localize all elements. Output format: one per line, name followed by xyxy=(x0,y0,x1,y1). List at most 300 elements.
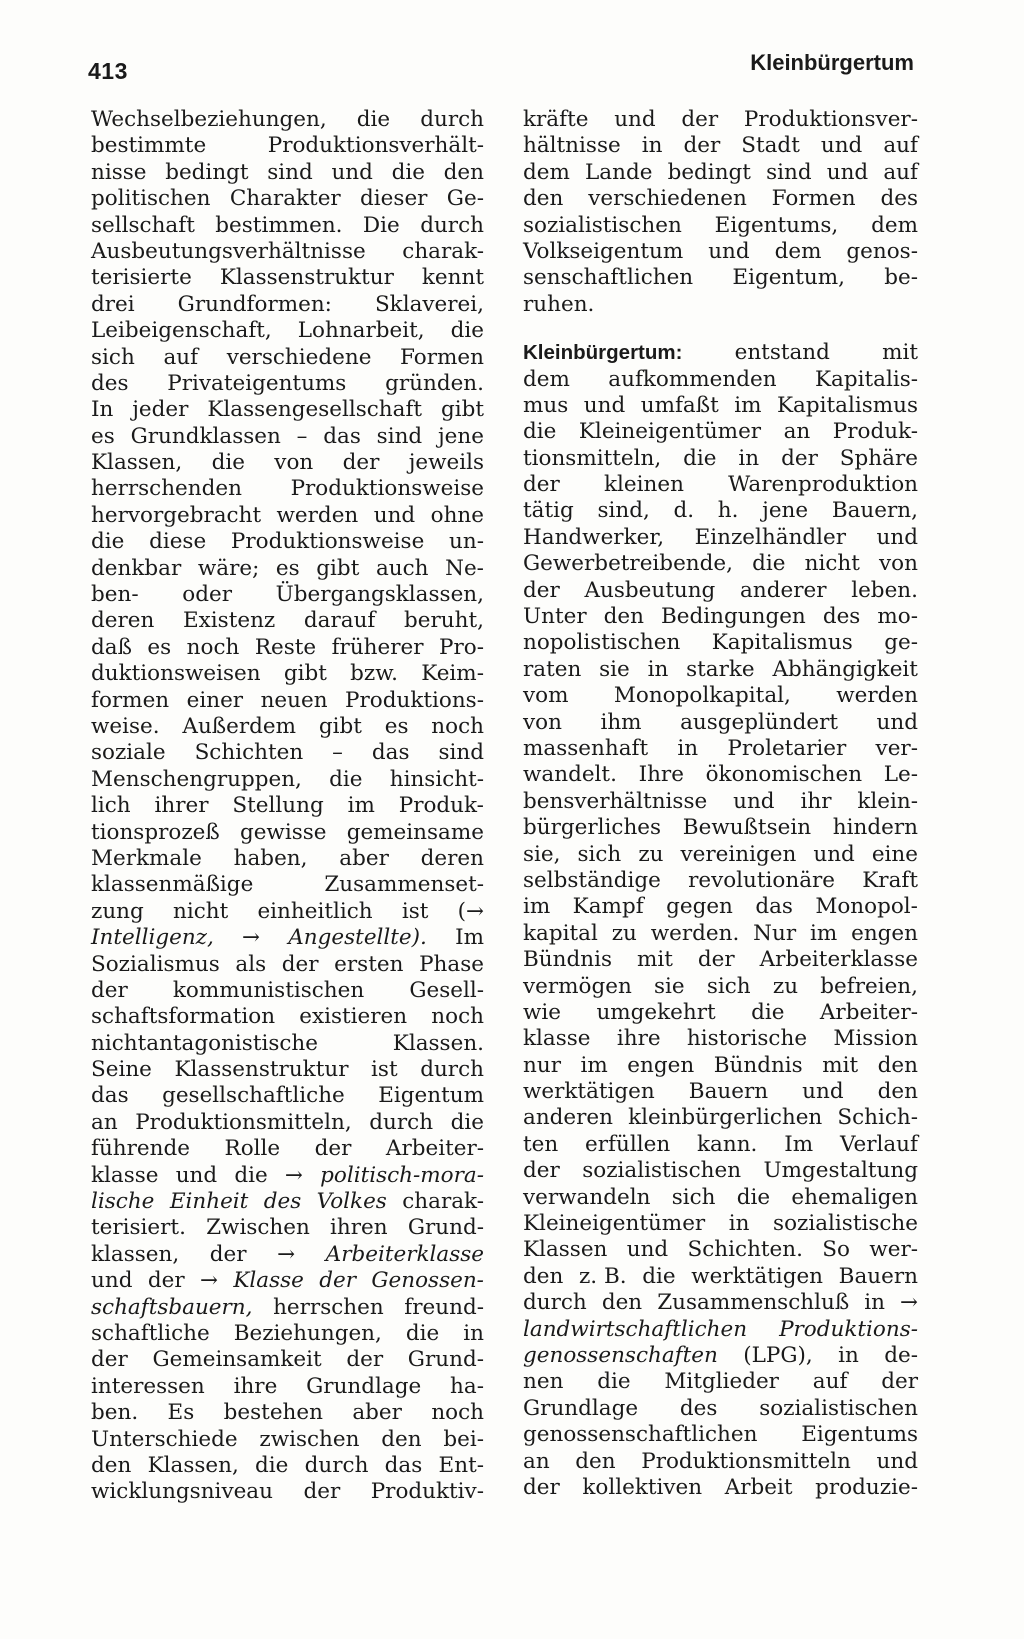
word: Sklaverei, xyxy=(374,291,484,317)
text-line xyxy=(91,186,484,212)
text-line xyxy=(91,133,484,159)
word: auch xyxy=(375,555,429,581)
word: in xyxy=(864,1290,885,1316)
word: revolutionäre xyxy=(688,867,836,893)
text-line xyxy=(523,446,918,472)
word: Ausbeutungsverhältnisse xyxy=(91,238,366,264)
word: anderen xyxy=(523,1105,613,1131)
text-line xyxy=(523,1211,918,1237)
word: mit xyxy=(637,947,673,973)
word: der xyxy=(523,472,560,498)
word: (→ xyxy=(457,898,484,924)
word: Ent- xyxy=(438,1452,484,1478)
word: gesellschaftliche xyxy=(162,1083,345,1109)
word: charak- xyxy=(402,238,484,264)
text-line xyxy=(91,1163,484,1189)
word: bensverhältnisse xyxy=(523,788,708,814)
word: im xyxy=(734,392,762,418)
word: mit xyxy=(882,340,918,366)
word: sind xyxy=(267,159,313,185)
text-line xyxy=(523,1132,918,1158)
word: Übergangsklassen, xyxy=(275,582,484,608)
word: Genossen- xyxy=(371,1268,484,1294)
text-line xyxy=(523,265,918,291)
word: der xyxy=(523,1474,560,1500)
word: klassenmäßige xyxy=(91,872,254,898)
text-line xyxy=(91,846,484,872)
text-line xyxy=(91,872,484,898)
word: Arbeit xyxy=(724,1474,793,1500)
word: werden xyxy=(276,502,359,528)
word: Grundformen: xyxy=(177,291,332,317)
text-line xyxy=(91,820,484,846)
word: gibt xyxy=(318,713,362,739)
word: soziale xyxy=(91,740,166,766)
word: So xyxy=(822,1237,850,1263)
word: nur xyxy=(523,1052,561,1078)
word: in xyxy=(641,133,663,159)
text-line xyxy=(523,868,918,894)
word: durch xyxy=(420,212,484,238)
word: (LPG), xyxy=(743,1342,813,1368)
word: politischen xyxy=(91,186,211,212)
word: ehemaligen xyxy=(791,1184,918,1210)
text-line xyxy=(523,1396,918,1422)
word: Arbeiterklasse xyxy=(759,947,918,973)
text-line xyxy=(91,635,484,661)
word: Zusammenset- xyxy=(324,872,484,898)
word: führende xyxy=(91,1136,190,1162)
word: Es xyxy=(167,1400,195,1426)
word: mit xyxy=(822,1052,859,1078)
word: noch xyxy=(431,713,484,739)
word: Kapitalismus xyxy=(711,630,853,656)
word: noch xyxy=(431,1004,484,1030)
word: im xyxy=(523,894,551,920)
word: formen xyxy=(91,687,170,713)
text-line xyxy=(91,1004,484,1030)
word: das xyxy=(384,1452,423,1478)
text-line xyxy=(523,1185,918,1211)
word: gegen xyxy=(666,894,733,920)
text-line xyxy=(91,1295,484,1321)
word: noch xyxy=(186,634,240,660)
text-line xyxy=(91,793,484,819)
word: durch xyxy=(369,1109,434,1135)
word: Verlauf xyxy=(839,1131,918,1157)
text-line xyxy=(523,1290,918,1316)
word: gibt xyxy=(440,397,484,423)
word: kann. xyxy=(697,1131,758,1157)
word: weise. xyxy=(91,713,160,739)
word: in xyxy=(738,445,760,471)
word: Produktionsmitteln xyxy=(641,1448,851,1474)
word: die xyxy=(91,529,125,555)
word: In xyxy=(91,397,114,423)
word: Produktionsverhält- xyxy=(267,133,484,159)
text-line xyxy=(523,894,918,920)
word: Stadt xyxy=(741,133,800,159)
text-line xyxy=(91,1057,484,1083)
word: lische xyxy=(91,1189,155,1215)
text-line xyxy=(523,683,918,709)
word: und xyxy=(733,788,775,814)
right-text-column xyxy=(523,107,918,1501)
text-line xyxy=(523,367,918,393)
text-line xyxy=(523,1026,918,1052)
word: die xyxy=(450,1109,484,1135)
text-line xyxy=(523,604,918,630)
text-line xyxy=(523,1317,918,1343)
word: den xyxy=(603,604,644,630)
word: Mission xyxy=(833,1026,918,1052)
word: ihren xyxy=(330,1215,388,1241)
word: Klassenstruktur xyxy=(174,1057,349,1083)
word: früherer xyxy=(331,634,424,660)
text-line xyxy=(91,397,484,423)
word: nichtantagonistische xyxy=(91,1030,318,1056)
word: drei xyxy=(91,291,135,317)
text-line xyxy=(91,740,484,766)
word: ver- xyxy=(875,735,918,761)
word: noch xyxy=(431,1400,484,1426)
word: Ihre xyxy=(638,762,684,788)
word: mus xyxy=(523,392,569,418)
word: Arbeiter- xyxy=(385,1136,484,1162)
word: die xyxy=(356,107,391,132)
word: den xyxy=(601,1290,643,1316)
word: bestimmte xyxy=(91,133,207,159)
word: auf xyxy=(163,344,199,370)
word: den xyxy=(877,1079,918,1105)
word: klassen, xyxy=(91,1241,180,1267)
word: Handwerker, xyxy=(523,524,665,550)
word: wer- xyxy=(869,1237,918,1263)
word: nen xyxy=(523,1369,564,1395)
word: politisch-mora- xyxy=(320,1162,484,1188)
word: an xyxy=(523,1448,550,1474)
word: kleinbürgerlichen xyxy=(628,1105,823,1131)
word: darauf xyxy=(303,608,376,634)
word: es xyxy=(275,555,300,581)
text-line xyxy=(91,1136,484,1162)
word: beruht, xyxy=(404,608,484,634)
word: Produk- xyxy=(832,419,918,445)
word: und xyxy=(802,1079,844,1105)
word: Produktionsweise xyxy=(230,529,425,555)
paragraph-gap xyxy=(523,318,918,340)
word: Arbeiterklasse xyxy=(325,1241,484,1267)
word: Le- xyxy=(883,762,918,788)
text-line xyxy=(523,393,918,419)
word: historische xyxy=(686,1026,808,1052)
word: sie xyxy=(654,973,685,999)
word: denkbar xyxy=(91,555,182,581)
word: zung xyxy=(91,898,144,924)
word: des xyxy=(679,1395,718,1421)
word: Unter xyxy=(523,604,587,630)
word: gemeinsame xyxy=(346,819,484,845)
word: der xyxy=(319,1268,356,1294)
word: Klassen, xyxy=(147,1452,239,1478)
word: ohne xyxy=(430,502,484,528)
word: ausgeplündert xyxy=(680,709,838,735)
word: Sphäre xyxy=(839,445,918,471)
word: Reste xyxy=(254,634,317,660)
word: werden xyxy=(836,683,918,709)
text-line xyxy=(91,1479,484,1505)
word: Im xyxy=(784,1131,814,1157)
word: und xyxy=(331,159,373,185)
text-line xyxy=(91,529,484,555)
word: in xyxy=(647,656,669,682)
word: genossenschaften xyxy=(523,1342,718,1368)
word: dem xyxy=(523,366,570,392)
continued-paragraph xyxy=(523,107,918,318)
word: die xyxy=(450,318,484,344)
word: Arbeiter- xyxy=(819,999,918,1025)
word: Wechselbeziehungen, xyxy=(91,107,327,132)
word: produzie- xyxy=(815,1474,918,1500)
word: aufkommenden xyxy=(608,366,777,392)
text-line xyxy=(523,340,918,366)
word: durch xyxy=(420,1057,484,1083)
word: zu xyxy=(611,920,637,946)
text-line xyxy=(523,1237,918,1263)
word: sozialistischen xyxy=(582,1158,742,1184)
word: der xyxy=(523,577,560,603)
word: Klassen. xyxy=(392,1030,484,1056)
text-line xyxy=(523,1343,918,1369)
text-line xyxy=(523,842,918,868)
word: umgekehrt xyxy=(596,999,716,1025)
word: und xyxy=(813,841,855,867)
word: ten xyxy=(523,1131,559,1157)
word: sozialistischen xyxy=(523,212,682,238)
word: in xyxy=(728,1211,750,1237)
word: der xyxy=(314,1136,352,1162)
word: das xyxy=(91,1083,129,1109)
text-line xyxy=(91,714,484,740)
word: erfüllen xyxy=(585,1131,671,1157)
text-line xyxy=(523,551,918,577)
word: Gemeinsamkeit xyxy=(152,1347,322,1373)
word: des xyxy=(880,186,918,212)
text-line xyxy=(91,1189,484,1215)
word: der xyxy=(697,947,735,973)
word: dem xyxy=(871,212,918,238)
word: h. xyxy=(717,498,739,524)
word: einheitlich xyxy=(257,898,373,924)
text-line xyxy=(523,789,918,815)
text-line xyxy=(523,815,918,841)
text-line xyxy=(91,1215,484,1241)
text-line xyxy=(523,186,918,212)
word: gibt xyxy=(283,661,327,687)
word: hinsicht- xyxy=(389,766,484,792)
word: starke xyxy=(686,656,755,682)
word: klasse xyxy=(523,1026,591,1052)
word: der xyxy=(303,1479,341,1505)
word: bedingt xyxy=(165,159,249,185)
word: und xyxy=(175,1162,218,1188)
word: Lande xyxy=(585,159,653,185)
word: gibt xyxy=(316,555,360,581)
word: eine xyxy=(871,841,918,867)
word: bürgerliches xyxy=(523,815,662,841)
text-line xyxy=(91,1031,484,1057)
word: duktionsweisen xyxy=(91,661,261,687)
word: einer xyxy=(186,687,244,713)
word: terisierte xyxy=(91,265,192,291)
word: bestehen xyxy=(223,1400,323,1426)
word: Gewerbetreibende, xyxy=(523,551,733,577)
word: die xyxy=(642,1263,676,1289)
word: Bauern xyxy=(688,1079,769,1105)
text-line xyxy=(523,1475,918,1501)
text-line xyxy=(523,710,918,736)
word: de- xyxy=(884,1342,918,1368)
word: jeder xyxy=(132,397,189,423)
word: in xyxy=(463,1320,484,1346)
word: jene xyxy=(438,423,484,449)
word: auf xyxy=(883,133,918,159)
word: hindern xyxy=(832,815,918,841)
word: Einzelhändler xyxy=(694,524,847,550)
word: be- xyxy=(884,265,918,291)
word: zwischen xyxy=(259,1426,360,1452)
word: entstand xyxy=(734,340,830,366)
text-line xyxy=(523,1000,918,1026)
text-line xyxy=(91,767,484,793)
word: zu xyxy=(638,841,664,867)
word: die xyxy=(211,450,245,476)
word: interessen xyxy=(91,1373,205,1399)
word: jeweils xyxy=(408,450,484,476)
word: herrschen xyxy=(273,1294,384,1320)
word: Seine xyxy=(91,1057,152,1083)
text-line xyxy=(91,1242,484,1268)
word: von xyxy=(523,709,562,735)
word: Phase xyxy=(419,951,484,977)
word: wäre; xyxy=(197,555,260,581)
word: → xyxy=(284,1162,303,1188)
text-line xyxy=(523,1079,918,1105)
text-line xyxy=(523,1053,918,1079)
word: Rolle xyxy=(224,1136,281,1162)
word: nicht xyxy=(172,898,229,924)
word: der xyxy=(209,1241,247,1267)
word: haben, xyxy=(233,845,308,871)
text-line xyxy=(523,921,918,947)
word: Pro- xyxy=(439,634,484,660)
word: diese xyxy=(149,529,207,555)
word: ersten xyxy=(334,951,404,977)
word: Kleinbürgertum: xyxy=(523,341,683,365)
word: Proletarier xyxy=(727,735,847,761)
word: der xyxy=(281,951,319,977)
text-line xyxy=(523,974,918,1000)
word: sind xyxy=(376,423,423,449)
word: ge- xyxy=(884,630,918,656)
word: Klassengesellschaft xyxy=(207,397,423,423)
word: den xyxy=(381,1426,422,1452)
word: der xyxy=(91,1347,128,1373)
word: Produktions- xyxy=(779,1316,918,1342)
word: daß xyxy=(91,634,132,660)
word: verschiedene xyxy=(226,344,372,370)
word: vermögen xyxy=(523,973,632,999)
text-line xyxy=(523,947,918,973)
word: ökonomischen xyxy=(705,762,863,788)
word: der xyxy=(91,977,128,1003)
word: werktätigen xyxy=(523,1079,655,1105)
word: sie, xyxy=(523,841,561,867)
word: aber xyxy=(339,845,389,871)
word: vom xyxy=(523,683,569,709)
word: Produktionsmitteln, xyxy=(135,1109,352,1135)
text-line xyxy=(523,1369,918,1395)
word: genos- xyxy=(846,238,918,264)
word: existieren xyxy=(299,1004,408,1030)
text-line xyxy=(523,498,918,524)
word: bzw. xyxy=(350,661,398,687)
word: lich xyxy=(91,793,131,819)
word: → xyxy=(899,1290,918,1316)
word: un- xyxy=(449,529,484,555)
text-line xyxy=(523,1449,918,1475)
entry-kleinbuergertum xyxy=(523,340,918,1501)
word: klasse xyxy=(91,1162,159,1188)
word: sich xyxy=(706,973,751,999)
word: den xyxy=(877,1052,918,1078)
word: Bauern xyxy=(838,1263,918,1289)
word: sich xyxy=(91,344,135,370)
word: werktätigen xyxy=(691,1263,824,1289)
word: die xyxy=(751,999,785,1025)
word: durch xyxy=(420,107,484,132)
word: kollektiven xyxy=(582,1474,703,1500)
text-line xyxy=(91,213,484,239)
word: den xyxy=(523,1263,564,1289)
word: Lohnarbeit, xyxy=(297,318,425,344)
word: Monopolkapital, xyxy=(613,683,791,709)
word: durch xyxy=(523,1290,587,1316)
word: Ausbeutung xyxy=(584,577,716,603)
word: schaftsformation xyxy=(91,1004,276,1030)
word: Formen xyxy=(400,344,484,370)
word: das xyxy=(323,423,361,449)
word: der xyxy=(147,1268,185,1294)
word: und xyxy=(876,1448,918,1474)
text-line xyxy=(523,239,918,265)
word: nicht xyxy=(804,551,860,577)
word: und xyxy=(373,502,416,528)
word: schaftliche xyxy=(91,1320,210,1346)
word: Klasse xyxy=(233,1268,304,1294)
word: und xyxy=(876,524,918,550)
text-line xyxy=(91,1400,484,1426)
word: tionsprozeß xyxy=(91,819,220,845)
word: d. xyxy=(673,498,695,524)
text-line xyxy=(91,1374,484,1400)
page-number: 413 xyxy=(88,58,128,84)
word: bestimmen. xyxy=(215,212,343,238)
word: die xyxy=(234,1162,268,1188)
word: Bauern, xyxy=(831,498,918,524)
text-line xyxy=(91,503,484,529)
word: nopolistischen xyxy=(523,630,681,656)
